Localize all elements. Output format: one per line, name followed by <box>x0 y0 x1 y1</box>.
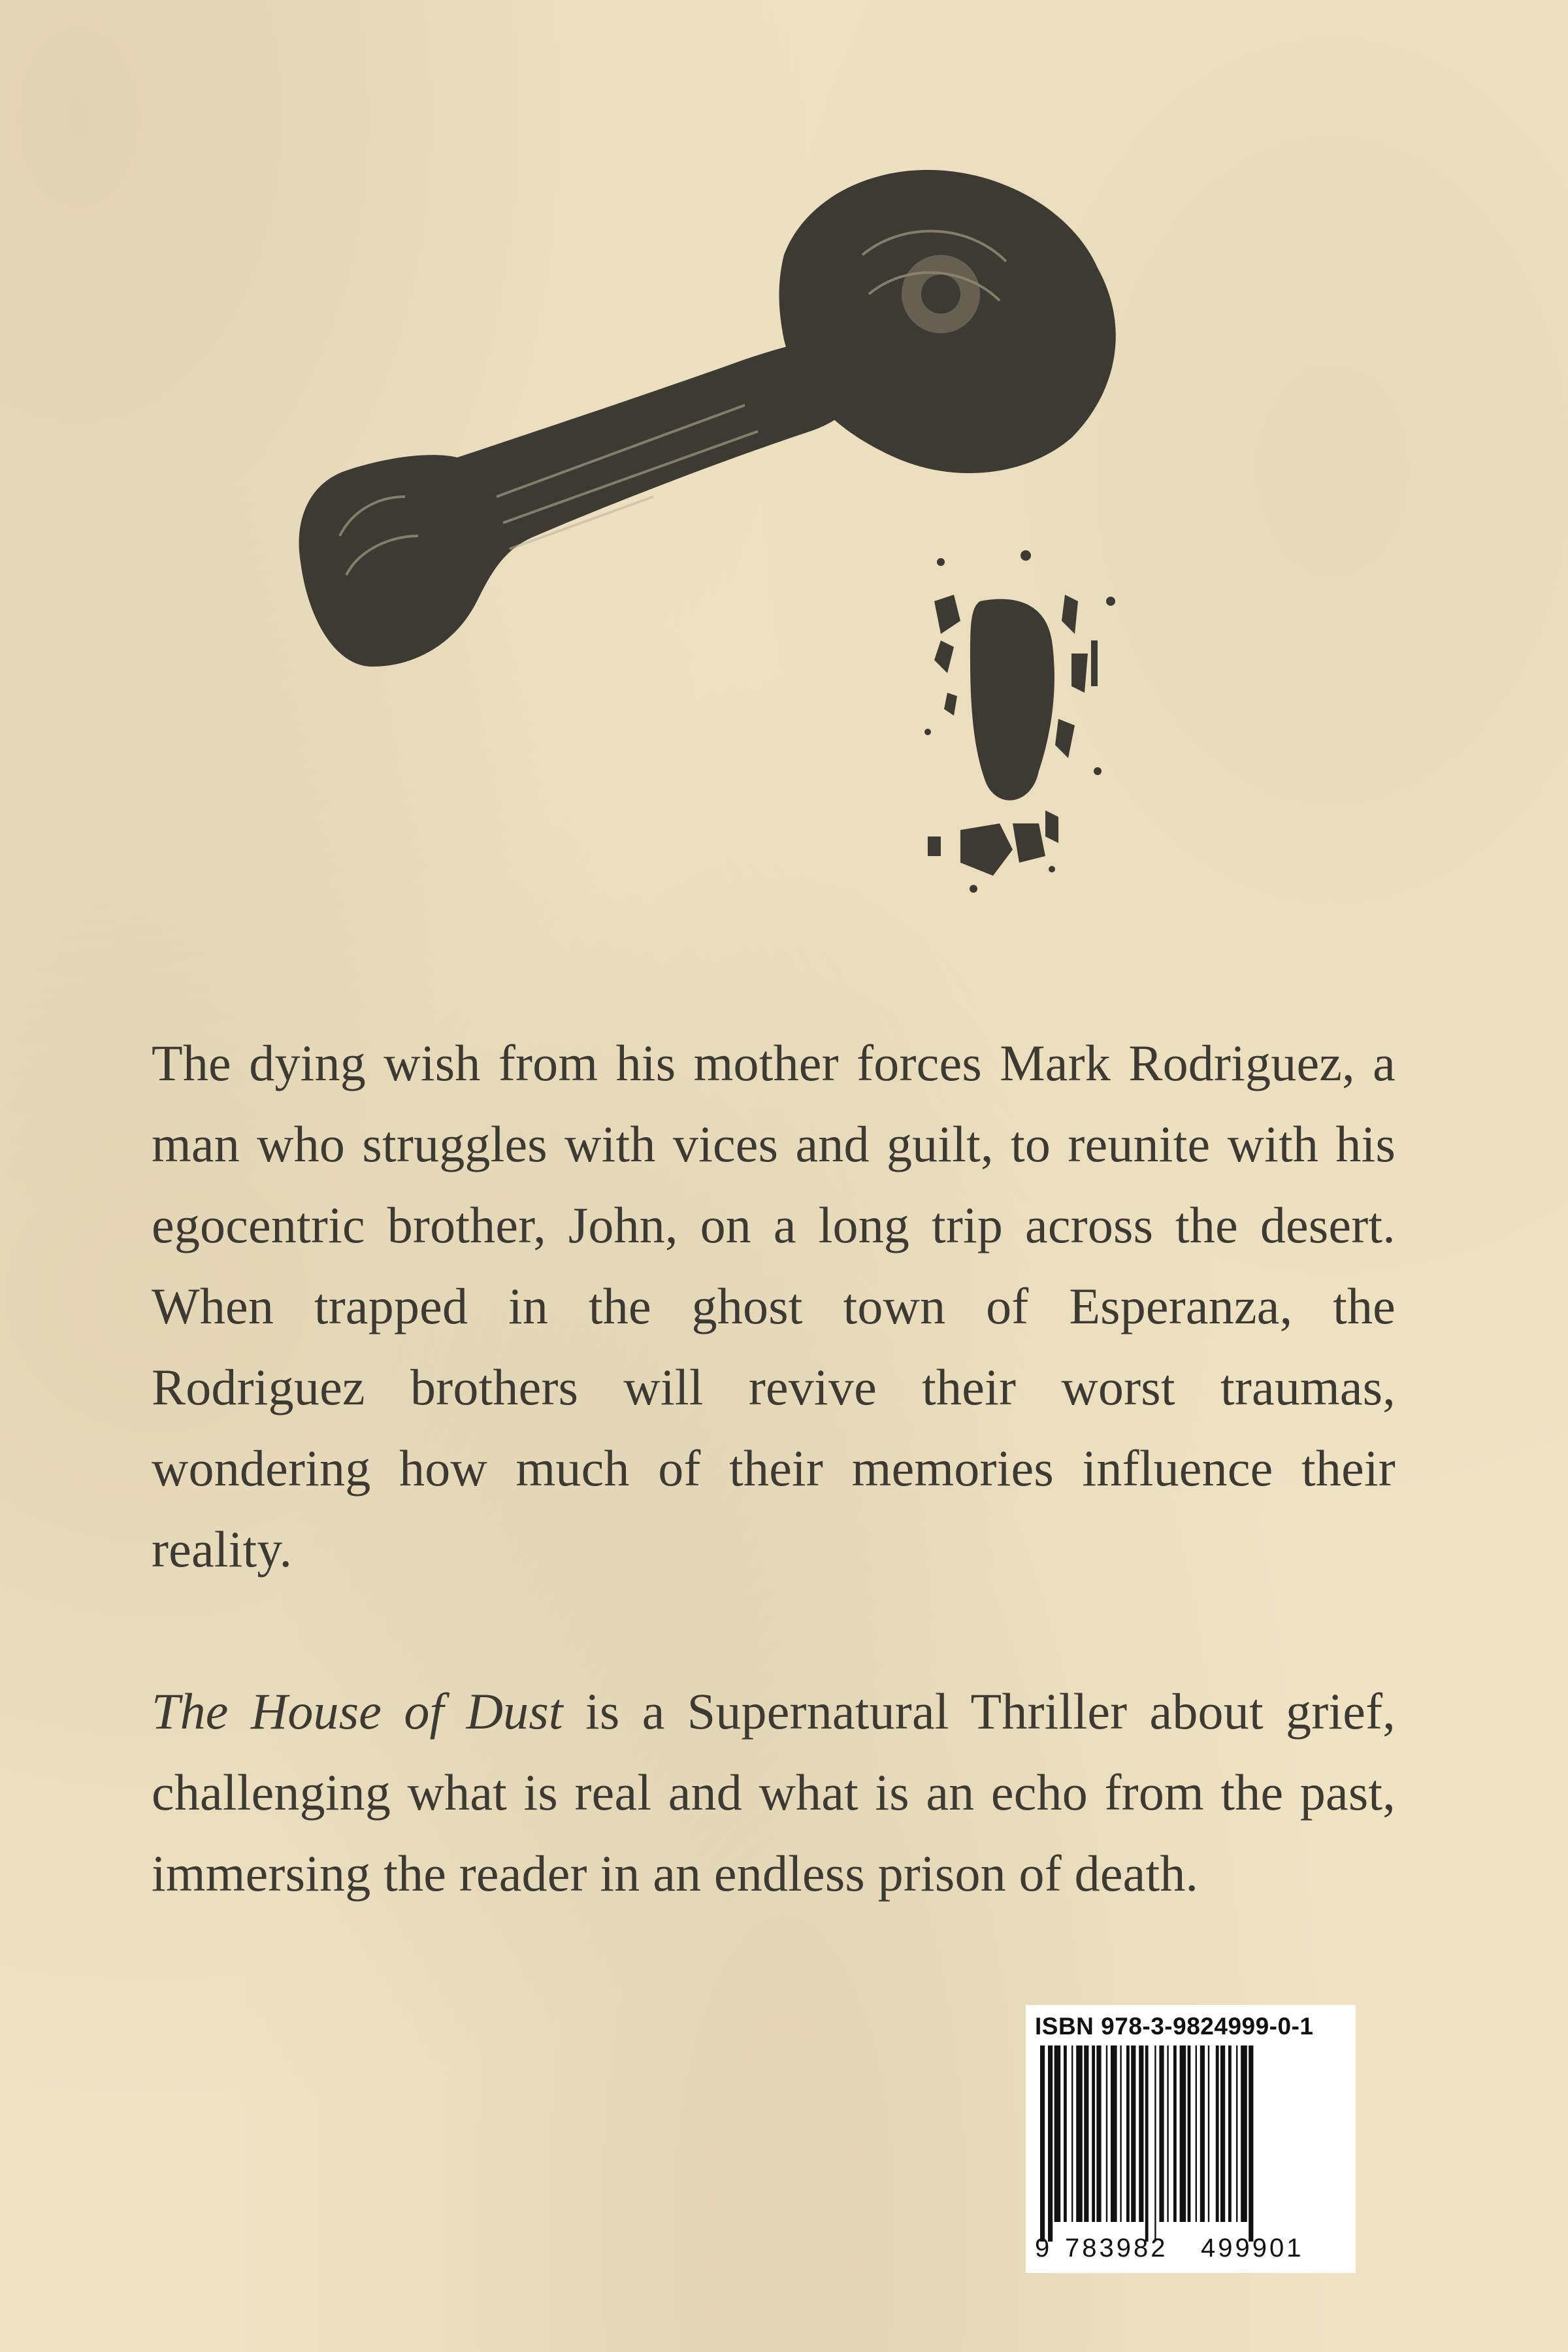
barcode-bar <box>1064 2046 1067 2222</box>
blurb-paragraph-2 <box>152 1671 1396 1914</box>
book-title-italic: The House of Dust <box>152 1683 563 1740</box>
blurb-paragraph-1: The dying wish from his mother forces Mark Rodriguez, a man who struggles with vices and guilt, to reunite with his egocentric brother, John, on a long trip across the desert. When trapped in the ghost town of Esperanza, the Rodriguez brothers will revive their worst traumas, wondering how much of their memories influence their reality. <box>152 1035 1396 1578</box>
barcode-bar <box>1120 2046 1121 2222</box>
barcode-bar <box>1241 2046 1247 2222</box>
barcode-digits-right: 499901 <box>1201 2234 1304 2262</box>
barcode-bar <box>1154 2046 1156 2242</box>
barcode-bar <box>1196 2046 1197 2222</box>
keyhole-icon <box>970 599 1054 801</box>
barcode-bar <box>1216 2046 1219 2222</box>
barcode-bar <box>1188 2046 1191 2222</box>
barcode-bar <box>1048 2046 1053 2242</box>
barcode-bar <box>1054 2046 1061 2222</box>
isbn-label: ISBN 978-3-9824999-0-1 <box>1035 2013 1314 2040</box>
barcode-bar <box>1092 2046 1095 2222</box>
barcode-bar <box>1106 2046 1107 2222</box>
barcode-bars-icon <box>1037 2046 1345 2242</box>
door-handle-keyhole-icon <box>287 144 1202 993</box>
barcode-bar <box>1096 2046 1101 2222</box>
barcode-bar <box>1208 2046 1209 2222</box>
barcode-bar <box>1220 2046 1225 2222</box>
door-handle-lever-icon <box>299 337 864 667</box>
barcode-bar <box>1131 2046 1135 2222</box>
barcode-bar <box>1180 2046 1186 2222</box>
barcode-bar <box>1040 2046 1045 2242</box>
back-cover-blurb <box>152 1023 1396 1914</box>
barcode-bar <box>1236 2046 1237 2222</box>
barcode-digit-prefix: 9 <box>1035 2234 1053 2262</box>
barcode-bar <box>1126 2046 1130 2222</box>
barcode-digits-left: 783982 <box>1065 2234 1168 2262</box>
barcode-bar <box>1076 2046 1083 2222</box>
barcode-bar <box>1071 2046 1073 2222</box>
barcode-bar <box>1084 2046 1088 2222</box>
blurb-paragraph-2-text: is a Supernatural Thriller about grief, challenging what is real and what is an echo from the past, immersing the reader in an endless prison of death. <box>152 1683 1396 1902</box>
barcode-bar <box>1249 2046 1253 2242</box>
barcode-bar <box>1228 2046 1232 2222</box>
barcode-bar <box>1200 2046 1205 2222</box>
barcode-bar <box>1159 2046 1164 2222</box>
isbn-barcode <box>1026 2005 1356 2273</box>
barcode-bar <box>1173 2046 1177 2222</box>
barcode-bar <box>1167 2046 1168 2222</box>
barcode-bar <box>1111 2046 1117 2222</box>
barcode-bar <box>1139 2046 1143 2222</box>
barcode-bar <box>1145 2046 1149 2242</box>
